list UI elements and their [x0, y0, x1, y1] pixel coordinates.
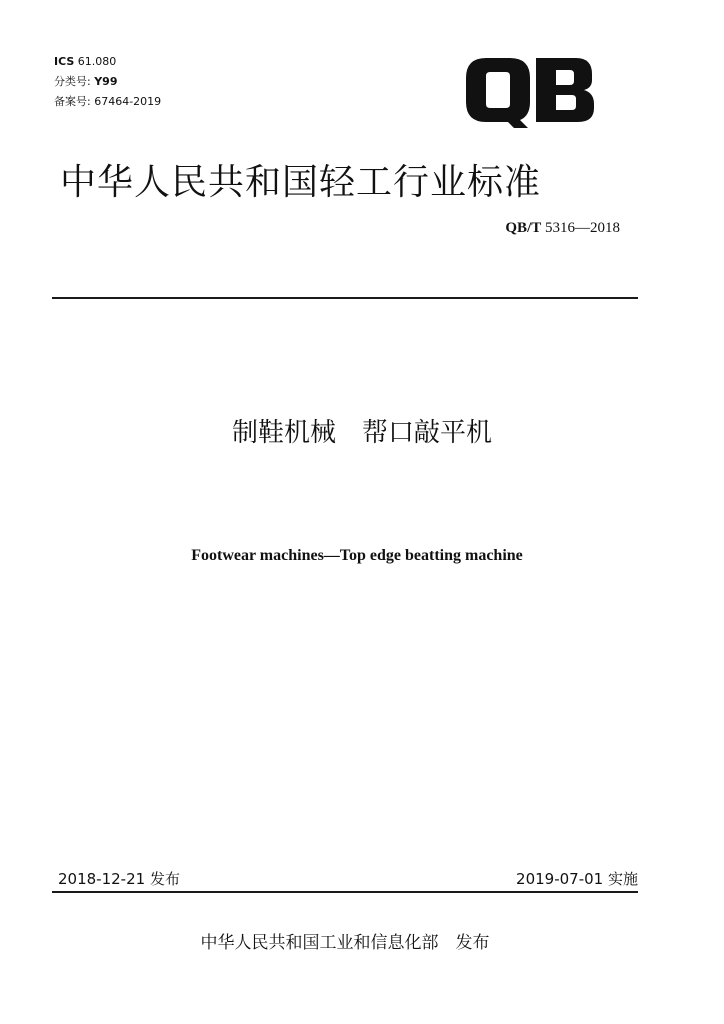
record-label: 备案号: — [54, 95, 91, 108]
ics-line — [54, 52, 116, 72]
classification-label: 分类号: — [54, 75, 91, 88]
classification-value: Y99 — [94, 75, 118, 88]
issuer: 中华人民共和国工业和信息化部 发布 — [200, 933, 490, 953]
record-value: 67464-2019 — [94, 95, 162, 108]
implementation-date: 2019-07-01 实施 — [516, 870, 638, 888]
standard-code: QB/T — [505, 220, 542, 236]
standard-type: 中华人民共和国轻工行业标准 — [60, 162, 542, 203]
chinese-title: 制鞋机械 帮口敲平机 — [231, 418, 492, 448]
issue-date: 2018-12-21 发布 — [58, 870, 180, 888]
classification-line — [54, 72, 118, 92]
ics-label: ICS — [54, 55, 75, 68]
standard-number — [505, 220, 620, 237]
top-divider — [52, 297, 638, 299]
bottom-divider — [52, 891, 638, 893]
english-title: Footwear machines—Top edge beatting machine — [191, 547, 523, 564]
standard-number-value: 5316—2018 — [545, 220, 620, 236]
qb-logo — [466, 58, 596, 128]
ics-value: 61.080 — [77, 55, 117, 68]
record-line — [54, 92, 161, 112]
